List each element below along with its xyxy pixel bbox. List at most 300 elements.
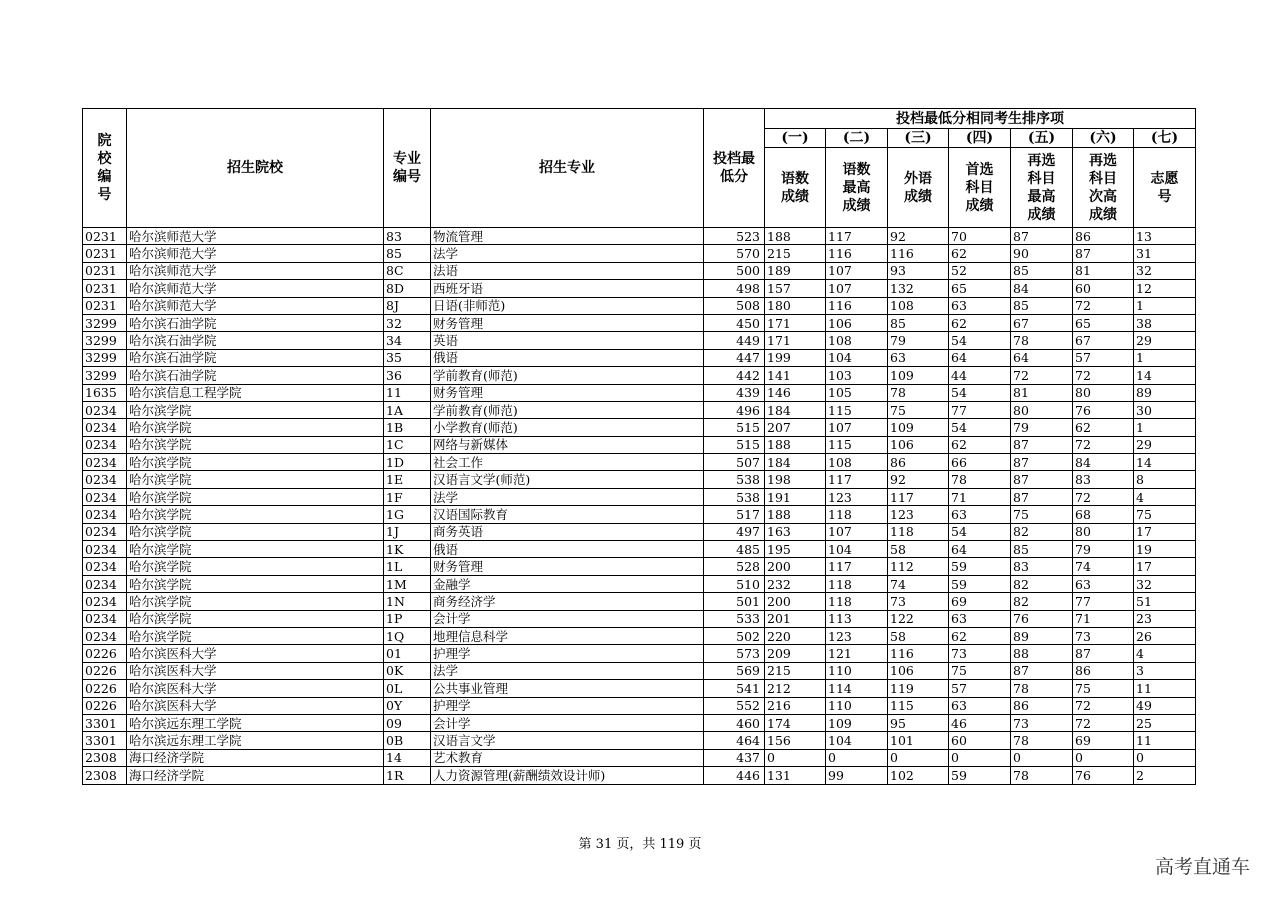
table-row xyxy=(83,384,1196,401)
preference-number-cell: 1 xyxy=(1134,349,1196,366)
score-second-subject-max-cell: 85 xyxy=(1011,262,1073,279)
table-row xyxy=(83,767,1196,784)
major-name-cell: 会计学 xyxy=(431,610,704,627)
score-foreign-language-cell: 92 xyxy=(888,471,949,488)
score-foreign-language-cell: 116 xyxy=(888,245,949,262)
major-code-cell: 1P xyxy=(384,610,431,627)
score-first-subject-cell: 46 xyxy=(949,714,1011,731)
score-chinese-math-max-cell: 107 xyxy=(826,262,888,279)
school-name-cell: 哈尔滨学院 xyxy=(127,593,384,610)
score-first-subject-cell: 52 xyxy=(949,262,1011,279)
min-score-cell: 460 xyxy=(704,714,765,731)
header-min-score: 投档最低分 xyxy=(704,109,765,228)
school-name-cell: 哈尔滨学院 xyxy=(127,541,384,558)
school-code-cell: 0234 xyxy=(83,575,127,592)
min-score-cell: 500 xyxy=(704,262,765,279)
min-score-cell: 437 xyxy=(704,749,765,766)
score-foreign-language-cell: 106 xyxy=(888,436,949,453)
score-chinese-math-cell: 174 xyxy=(765,714,826,731)
min-score-cell: 517 xyxy=(704,506,765,523)
score-second-subject-max-cell: 75 xyxy=(1011,506,1073,523)
score-first-subject-cell: 65 xyxy=(949,280,1011,297)
table-row xyxy=(83,349,1196,366)
school-code-cell: 0226 xyxy=(83,645,127,662)
score-second-subject-next-cell: 87 xyxy=(1073,645,1134,662)
score-second-subject-next-cell: 65 xyxy=(1073,314,1134,331)
major-code-cell: 1R xyxy=(384,767,431,784)
score-foreign-language-cell: 86 xyxy=(888,454,949,471)
score-foreign-language-cell: 118 xyxy=(888,523,949,540)
score-chinese-math-max-cell: 0 xyxy=(826,749,888,766)
score-second-subject-next-cell: 83 xyxy=(1073,471,1134,488)
score-foreign-language-cell: 109 xyxy=(888,419,949,436)
score-foreign-language-cell: 112 xyxy=(888,558,949,575)
score-foreign-language-cell: 63 xyxy=(888,349,949,366)
score-chinese-math-max-cell: 118 xyxy=(826,575,888,592)
score-chinese-math-max-cell: 108 xyxy=(826,454,888,471)
score-foreign-language-cell: 92 xyxy=(888,228,949,245)
preference-number-cell: 11 xyxy=(1134,732,1196,749)
score-chinese-math-max-cell: 123 xyxy=(826,627,888,644)
score-second-subject-next-cell: 69 xyxy=(1073,732,1134,749)
score-second-subject-max-cell: 87 xyxy=(1011,436,1073,453)
major-name-cell: 汉语言文学(师范) xyxy=(431,471,704,488)
table-row xyxy=(83,593,1196,610)
score-second-subject-max-cell: 86 xyxy=(1011,697,1073,714)
score-second-subject-next-cell: 72 xyxy=(1073,436,1134,453)
min-score-cell: 523 xyxy=(704,228,765,245)
school-name-cell: 哈尔滨医科大学 xyxy=(127,680,384,697)
score-second-subject-next-cell: 77 xyxy=(1073,593,1134,610)
table-row xyxy=(83,662,1196,679)
score-chinese-math-max-cell: 117 xyxy=(826,558,888,575)
preference-number-cell: 1 xyxy=(1134,297,1196,314)
header-sub-number: (五) xyxy=(1011,129,1073,148)
score-foreign-language-cell: 132 xyxy=(888,280,949,297)
score-second-subject-max-cell: 90 xyxy=(1011,245,1073,262)
score-chinese-math-cell: 188 xyxy=(765,506,826,523)
major-name-cell: 法学 xyxy=(431,245,704,262)
school-name-cell: 哈尔滨学院 xyxy=(127,610,384,627)
score-foreign-language-cell: 58 xyxy=(888,627,949,644)
preference-number-cell: 31 xyxy=(1134,245,1196,262)
min-score-cell: 485 xyxy=(704,541,765,558)
header-sub-number: (六) xyxy=(1073,129,1134,148)
score-chinese-math-max-cell: 114 xyxy=(826,680,888,697)
preference-number-cell: 2 xyxy=(1134,767,1196,784)
header-sub-number: (三) xyxy=(888,129,949,148)
preference-number-cell: 14 xyxy=(1134,367,1196,384)
school-name-cell: 哈尔滨师范大学 xyxy=(127,262,384,279)
score-foreign-language-cell: 101 xyxy=(888,732,949,749)
preference-number-cell: 32 xyxy=(1134,575,1196,592)
table-row xyxy=(83,314,1196,331)
major-code-cell: 8C xyxy=(384,262,431,279)
header-major-name: 招生专业 xyxy=(431,109,704,228)
table-row xyxy=(83,262,1196,279)
score-chinese-math-cell: 200 xyxy=(765,558,826,575)
score-second-subject-next-cell: 72 xyxy=(1073,697,1134,714)
school-code-cell: 0234 xyxy=(83,401,127,418)
major-code-cell: 1K xyxy=(384,541,431,558)
table-row xyxy=(83,523,1196,540)
table-row xyxy=(83,627,1196,644)
preference-number-cell: 17 xyxy=(1134,523,1196,540)
major-name-cell: 商务经济学 xyxy=(431,593,704,610)
page-footer: 第 31 页，共 119 页 xyxy=(578,837,702,852)
min-score-cell: 446 xyxy=(704,767,765,784)
score-first-subject-cell: 57 xyxy=(949,680,1011,697)
table-row xyxy=(83,714,1196,731)
score-chinese-math-max-cell: 109 xyxy=(826,714,888,731)
score-chinese-math-cell: 131 xyxy=(765,767,826,784)
min-score-cell: 538 xyxy=(704,488,765,505)
major-code-cell: 14 xyxy=(384,749,431,766)
school-code-cell: 2308 xyxy=(83,767,127,784)
score-chinese-math-max-cell: 105 xyxy=(826,384,888,401)
admission-score-table-container xyxy=(82,108,1195,785)
table-row xyxy=(83,332,1196,349)
header-sub-label: 再选科目最高成绩 xyxy=(1011,148,1073,228)
score-chinese-math-cell: 212 xyxy=(765,680,826,697)
major-name-cell: 法学 xyxy=(431,488,704,505)
school-code-cell: 0234 xyxy=(83,541,127,558)
school-name-cell: 哈尔滨学院 xyxy=(127,523,384,540)
score-first-subject-cell: 60 xyxy=(949,732,1011,749)
score-second-subject-next-cell: 81 xyxy=(1073,262,1134,279)
score-second-subject-next-cell: 86 xyxy=(1073,228,1134,245)
school-code-cell: 0234 xyxy=(83,593,127,610)
preference-number-cell: 30 xyxy=(1134,401,1196,418)
score-chinese-math-max-cell: 107 xyxy=(826,280,888,297)
score-first-subject-cell: 62 xyxy=(949,436,1011,453)
score-chinese-math-max-cell: 115 xyxy=(826,401,888,418)
min-score-cell: 507 xyxy=(704,454,765,471)
score-first-subject-cell: 44 xyxy=(949,367,1011,384)
score-chinese-math-cell: 184 xyxy=(765,401,826,418)
min-score-cell: 496 xyxy=(704,401,765,418)
major-code-cell: 1E xyxy=(384,471,431,488)
major-code-cell: 1L xyxy=(384,558,431,575)
table-row xyxy=(83,436,1196,453)
major-code-cell: 1M xyxy=(384,575,431,592)
preference-number-cell: 89 xyxy=(1134,384,1196,401)
score-second-subject-max-cell: 67 xyxy=(1011,314,1073,331)
major-name-cell: 会计学 xyxy=(431,714,704,731)
major-code-cell: 85 xyxy=(384,245,431,262)
major-code-cell: 34 xyxy=(384,332,431,349)
preference-number-cell: 8 xyxy=(1134,471,1196,488)
score-chinese-math-max-cell: 123 xyxy=(826,488,888,505)
score-first-subject-cell: 59 xyxy=(949,767,1011,784)
score-foreign-language-cell: 119 xyxy=(888,680,949,697)
preference-number-cell: 49 xyxy=(1134,697,1196,714)
preference-number-cell: 26 xyxy=(1134,627,1196,644)
score-second-subject-next-cell: 72 xyxy=(1073,488,1134,505)
school-code-cell: 0226 xyxy=(83,662,127,679)
table-row xyxy=(83,749,1196,766)
score-second-subject-max-cell: 78 xyxy=(1011,680,1073,697)
school-code-cell: 3301 xyxy=(83,714,127,731)
score-chinese-math-max-cell: 121 xyxy=(826,645,888,662)
score-foreign-language-cell: 79 xyxy=(888,332,949,349)
school-code-cell: 2308 xyxy=(83,749,127,766)
preference-number-cell: 25 xyxy=(1134,714,1196,731)
preference-number-cell: 14 xyxy=(1134,454,1196,471)
score-first-subject-cell: 73 xyxy=(949,645,1011,662)
score-first-subject-cell: 59 xyxy=(949,575,1011,592)
preference-number-cell: 75 xyxy=(1134,506,1196,523)
score-second-subject-max-cell: 78 xyxy=(1011,767,1073,784)
score-second-subject-next-cell: 72 xyxy=(1073,367,1134,384)
preference-number-cell: 23 xyxy=(1134,610,1196,627)
school-name-cell: 哈尔滨学院 xyxy=(127,471,384,488)
major-code-cell: 0K xyxy=(384,662,431,679)
score-foreign-language-cell: 123 xyxy=(888,506,949,523)
school-code-cell: 0234 xyxy=(83,436,127,453)
school-name-cell: 哈尔滨师范大学 xyxy=(127,245,384,262)
score-second-subject-next-cell: 68 xyxy=(1073,506,1134,523)
school-code-cell: 3299 xyxy=(83,332,127,349)
header-sub-label: 外语成绩 xyxy=(888,148,949,228)
score-chinese-math-cell: 215 xyxy=(765,662,826,679)
preference-number-cell: 11 xyxy=(1134,680,1196,697)
preference-number-cell: 0 xyxy=(1134,749,1196,766)
school-name-cell: 海口经济学院 xyxy=(127,749,384,766)
min-score-cell: 515 xyxy=(704,419,765,436)
major-name-cell: 英语 xyxy=(431,332,704,349)
major-code-cell: 8J xyxy=(384,297,431,314)
major-name-cell: 汉语国际教育 xyxy=(431,506,704,523)
header-major-code: 专业编号 xyxy=(384,109,431,228)
score-second-subject-max-cell: 64 xyxy=(1011,349,1073,366)
score-second-subject-max-cell: 87 xyxy=(1011,488,1073,505)
school-name-cell: 哈尔滨石油学院 xyxy=(127,367,384,384)
score-chinese-math-cell: 156 xyxy=(765,732,826,749)
score-second-subject-max-cell: 76 xyxy=(1011,610,1073,627)
min-score-cell: 541 xyxy=(704,680,765,697)
score-first-subject-cell: 69 xyxy=(949,593,1011,610)
preference-number-cell: 1 xyxy=(1134,419,1196,436)
score-foreign-language-cell: 117 xyxy=(888,488,949,505)
min-score-cell: 450 xyxy=(704,314,765,331)
score-second-subject-max-cell: 78 xyxy=(1011,332,1073,349)
major-code-cell: 0B xyxy=(384,732,431,749)
score-second-subject-max-cell: 84 xyxy=(1011,280,1073,297)
score-second-subject-max-cell: 78 xyxy=(1011,732,1073,749)
header-school-name: 招生院校 xyxy=(127,109,384,228)
score-second-subject-next-cell: 76 xyxy=(1073,767,1134,784)
major-name-cell: 日语(非师范) xyxy=(431,297,704,314)
min-score-cell: 533 xyxy=(704,610,765,627)
score-chinese-math-max-cell: 104 xyxy=(826,349,888,366)
school-name-cell: 哈尔滨学院 xyxy=(127,454,384,471)
header-sub-number: (四) xyxy=(949,129,1011,148)
score-foreign-language-cell: 58 xyxy=(888,541,949,558)
score-second-subject-max-cell: 87 xyxy=(1011,454,1073,471)
school-code-cell: 0234 xyxy=(83,523,127,540)
table-row xyxy=(83,732,1196,749)
school-code-cell: 0234 xyxy=(83,419,127,436)
school-name-cell: 哈尔滨石油学院 xyxy=(127,332,384,349)
min-score-cell: 501 xyxy=(704,593,765,610)
score-second-subject-next-cell: 0 xyxy=(1073,749,1134,766)
school-name-cell: 哈尔滨医科大学 xyxy=(127,645,384,662)
min-score-cell: 510 xyxy=(704,575,765,592)
score-chinese-math-cell: 199 xyxy=(765,349,826,366)
score-chinese-math-max-cell: 116 xyxy=(826,245,888,262)
score-first-subject-cell: 78 xyxy=(949,471,1011,488)
score-first-subject-cell: 63 xyxy=(949,506,1011,523)
score-first-subject-cell: 59 xyxy=(949,558,1011,575)
school-code-cell: 1635 xyxy=(83,384,127,401)
score-first-subject-cell: 64 xyxy=(949,349,1011,366)
school-code-cell: 0234 xyxy=(83,506,127,523)
preference-number-cell: 51 xyxy=(1134,593,1196,610)
table-row xyxy=(83,610,1196,627)
score-second-subject-max-cell: 82 xyxy=(1011,593,1073,610)
header-group-title: 投档最低分相同考生排序项 xyxy=(765,109,1196,129)
school-name-cell: 哈尔滨学院 xyxy=(127,627,384,644)
score-first-subject-cell: 54 xyxy=(949,523,1011,540)
score-first-subject-cell: 63 xyxy=(949,610,1011,627)
major-name-cell: 小学教育(师范) xyxy=(431,419,704,436)
school-code-cell: 3299 xyxy=(83,314,127,331)
major-name-cell: 艺术教育 xyxy=(431,749,704,766)
school-name-cell: 哈尔滨师范大学 xyxy=(127,297,384,314)
score-chinese-math-cell: 207 xyxy=(765,419,826,436)
score-first-subject-cell: 54 xyxy=(949,419,1011,436)
major-name-cell: 地理信息科学 xyxy=(431,627,704,644)
score-chinese-math-cell: 209 xyxy=(765,645,826,662)
score-chinese-math-cell: 171 xyxy=(765,332,826,349)
major-name-cell: 物流管理 xyxy=(431,228,704,245)
major-code-cell: 09 xyxy=(384,714,431,731)
table-row xyxy=(83,488,1196,505)
preference-number-cell: 4 xyxy=(1134,488,1196,505)
major-name-cell: 护理学 xyxy=(431,645,704,662)
school-code-cell: 0234 xyxy=(83,558,127,575)
score-foreign-language-cell: 73 xyxy=(888,593,949,610)
score-second-subject-max-cell: 0 xyxy=(1011,749,1073,766)
school-name-cell: 海口经济学院 xyxy=(127,767,384,784)
min-score-cell: 538 xyxy=(704,471,765,488)
score-chinese-math-cell: 188 xyxy=(765,436,826,453)
major-code-cell: 0L xyxy=(384,680,431,697)
score-first-subject-cell: 71 xyxy=(949,488,1011,505)
table-row xyxy=(83,367,1196,384)
preference-number-cell: 29 xyxy=(1134,332,1196,349)
major-code-cell: 1B xyxy=(384,419,431,436)
score-chinese-math-cell: 232 xyxy=(765,575,826,592)
score-chinese-math-cell: 189 xyxy=(765,262,826,279)
major-name-cell: 人力资源管理(薪酬绩效设计师) xyxy=(431,767,704,784)
score-second-subject-max-cell: 87 xyxy=(1011,228,1073,245)
score-chinese-math-cell: 195 xyxy=(765,541,826,558)
table-row xyxy=(83,280,1196,297)
score-foreign-language-cell: 109 xyxy=(888,367,949,384)
min-score-cell: 497 xyxy=(704,523,765,540)
school-name-cell: 哈尔滨师范大学 xyxy=(127,280,384,297)
score-second-subject-max-cell: 72 xyxy=(1011,367,1073,384)
school-code-cell: 0234 xyxy=(83,454,127,471)
preference-number-cell: 19 xyxy=(1134,541,1196,558)
score-second-subject-max-cell: 85 xyxy=(1011,297,1073,314)
major-name-cell: 学前教育(师范) xyxy=(431,401,704,418)
min-score-cell: 464 xyxy=(704,732,765,749)
major-name-cell: 护理学 xyxy=(431,697,704,714)
header-sub-label: 语数成绩 xyxy=(765,148,826,228)
score-foreign-language-cell: 75 xyxy=(888,401,949,418)
score-chinese-math-max-cell: 116 xyxy=(826,297,888,314)
school-name-cell: 哈尔滨学院 xyxy=(127,558,384,575)
score-second-subject-max-cell: 88 xyxy=(1011,645,1073,662)
table-row xyxy=(83,575,1196,592)
school-name-cell: 哈尔滨学院 xyxy=(127,488,384,505)
score-first-subject-cell: 62 xyxy=(949,245,1011,262)
major-name-cell: 汉语言文学 xyxy=(431,732,704,749)
preference-number-cell: 32 xyxy=(1134,262,1196,279)
score-foreign-language-cell: 85 xyxy=(888,314,949,331)
score-second-subject-max-cell: 81 xyxy=(1011,384,1073,401)
table-row xyxy=(83,506,1196,523)
major-code-cell: 1J xyxy=(384,523,431,540)
score-first-subject-cell: 54 xyxy=(949,384,1011,401)
table-row xyxy=(83,228,1196,245)
score-chinese-math-cell: 157 xyxy=(765,280,826,297)
major-name-cell: 俄语 xyxy=(431,541,704,558)
score-second-subject-max-cell: 89 xyxy=(1011,627,1073,644)
table-row xyxy=(83,697,1196,714)
major-code-cell: 11 xyxy=(384,384,431,401)
major-code-cell: 1D xyxy=(384,454,431,471)
school-name-cell: 哈尔滨信息工程学院 xyxy=(127,384,384,401)
school-name-cell: 哈尔滨远东理工学院 xyxy=(127,714,384,731)
score-second-subject-next-cell: 86 xyxy=(1073,662,1134,679)
school-code-cell: 0231 xyxy=(83,262,127,279)
major-code-cell: 35 xyxy=(384,349,431,366)
score-chinese-math-max-cell: 115 xyxy=(826,436,888,453)
score-chinese-math-max-cell: 117 xyxy=(826,228,888,245)
preference-number-cell: 29 xyxy=(1134,436,1196,453)
score-chinese-math-cell: 216 xyxy=(765,697,826,714)
preference-number-cell: 4 xyxy=(1134,645,1196,662)
score-second-subject-next-cell: 57 xyxy=(1073,349,1134,366)
score-foreign-language-cell: 106 xyxy=(888,662,949,679)
table-row xyxy=(83,401,1196,418)
score-second-subject-next-cell: 74 xyxy=(1073,558,1134,575)
score-second-subject-next-cell: 79 xyxy=(1073,541,1134,558)
score-chinese-math-cell: 191 xyxy=(765,488,826,505)
table-row xyxy=(83,297,1196,314)
major-code-cell: 8D xyxy=(384,280,431,297)
score-chinese-math-cell: 201 xyxy=(765,610,826,627)
major-name-cell: 财务管理 xyxy=(431,558,704,575)
score-second-subject-next-cell: 67 xyxy=(1073,332,1134,349)
score-second-subject-max-cell: 83 xyxy=(1011,558,1073,575)
school-code-cell: 0234 xyxy=(83,488,127,505)
table-row xyxy=(83,245,1196,262)
major-code-cell: 32 xyxy=(384,314,431,331)
major-code-cell: 1G xyxy=(384,506,431,523)
score-foreign-language-cell: 78 xyxy=(888,384,949,401)
score-chinese-math-cell: 220 xyxy=(765,627,826,644)
min-score-cell: 447 xyxy=(704,349,765,366)
score-second-subject-next-cell: 87 xyxy=(1073,245,1134,262)
score-first-subject-cell: 64 xyxy=(949,541,1011,558)
table-row xyxy=(83,454,1196,471)
table-row xyxy=(83,471,1196,488)
